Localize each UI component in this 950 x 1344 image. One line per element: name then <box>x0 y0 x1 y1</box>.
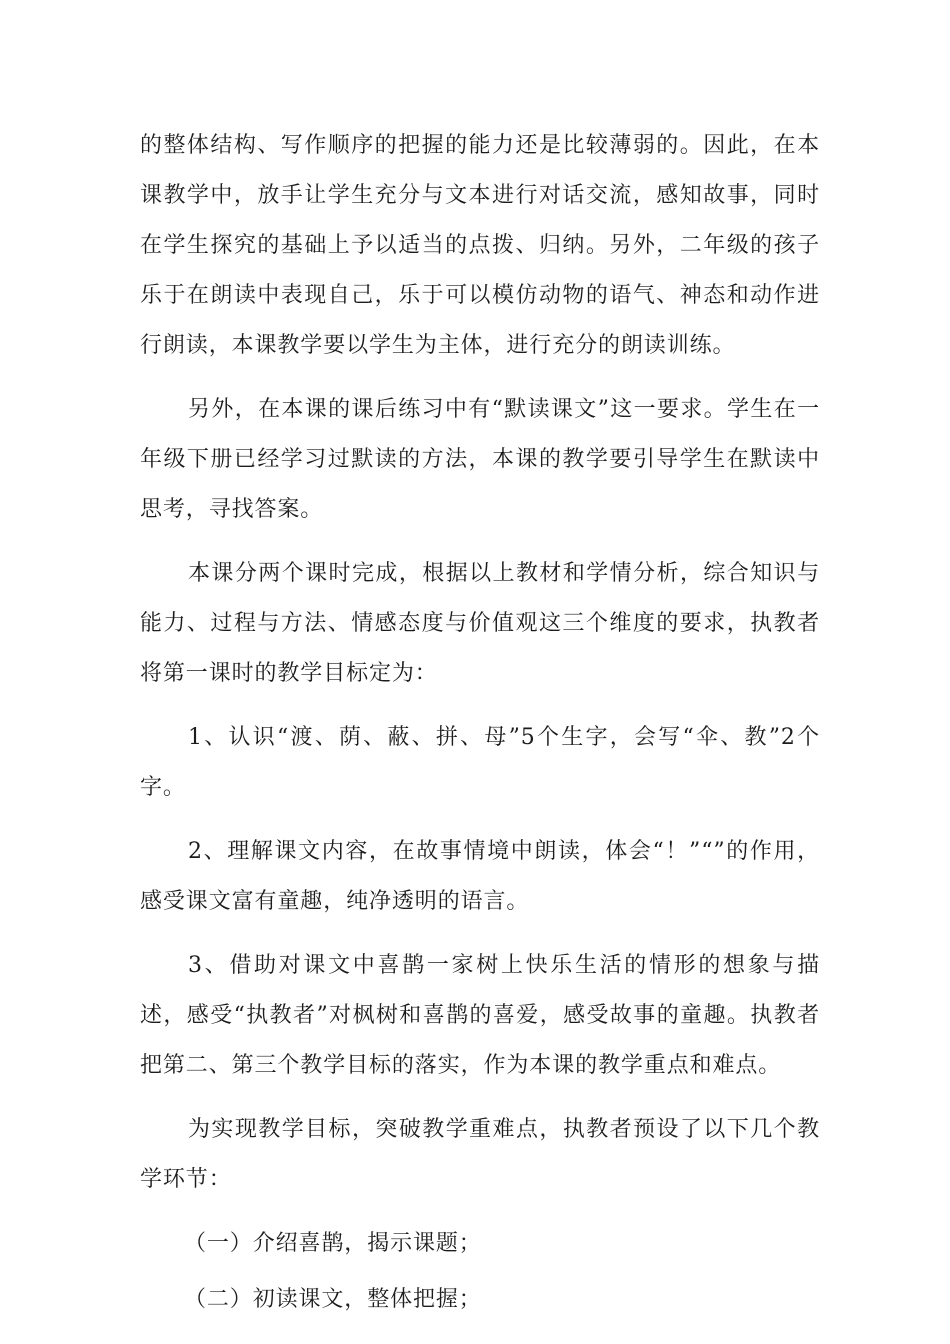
goal-item-2: 2、理解课文内容，在故事情境中朗读，体会“！”“”的作用，感受课文富有童趣，纯净透明的语言。 <box>140 839 820 914</box>
goal-item-3: 3、借助对课文中喜鹊一家树上快乐生活的情形的想象与描述，感受“执教者”对枫树和喜鹊的喜爱，感受故事的童趣。执教者把第二、第三个教学目标的落实，作为本课的教学重点和难点。 <box>140 953 820 1078</box>
paragraph-teaching-steps-intro: 为实现教学目标，突破教学重难点，执教者预设了以下几个教学环节： <box>140 1117 820 1192</box>
teaching-step-2: （二）初读课文，整体把握； <box>184 1287 482 1312</box>
paragraph-silent-reading: 另外，在本课的课后练习中有“默读课文”这一要求。学生在一年级下册已经学习过默读的方法，本课的教学要引导学生在默读中思考，寻找答案。 <box>140 397 820 522</box>
goal-item-1: 1、认识“渡、荫、蔽、拼、母”5个生字，会写“伞、教”2个字。 <box>140 725 820 800</box>
paragraph-lesson-goals-intro: 本课分两个课时完成，根据以上教材和学情分析，综合知识与能力、过程与方法、情感态度与价值观这三个维度的要求，执教者将第一课时的教学目标定为： <box>140 561 820 686</box>
teaching-step-1: （一）介绍喜鹊，揭示课题； <box>184 1231 482 1256</box>
paragraph-learning-analysis: 的整体结构、写作顺序的把握的能力还是比较薄弱的。因此，在本课教学中，放手让学生充分与文本进行对话交流，感知故事，同时在学生探究的基础上予以适当的点拨、归纳。另外，二年级的孩子乐于在朗读中表现自己，乐于可以模仿动物的语气、神态和动作进行朗读，本课教学要以学生为主体，进行充分的朗读训练。 <box>140 133 820 358</box>
document-body <box>140 121 820 1331</box>
